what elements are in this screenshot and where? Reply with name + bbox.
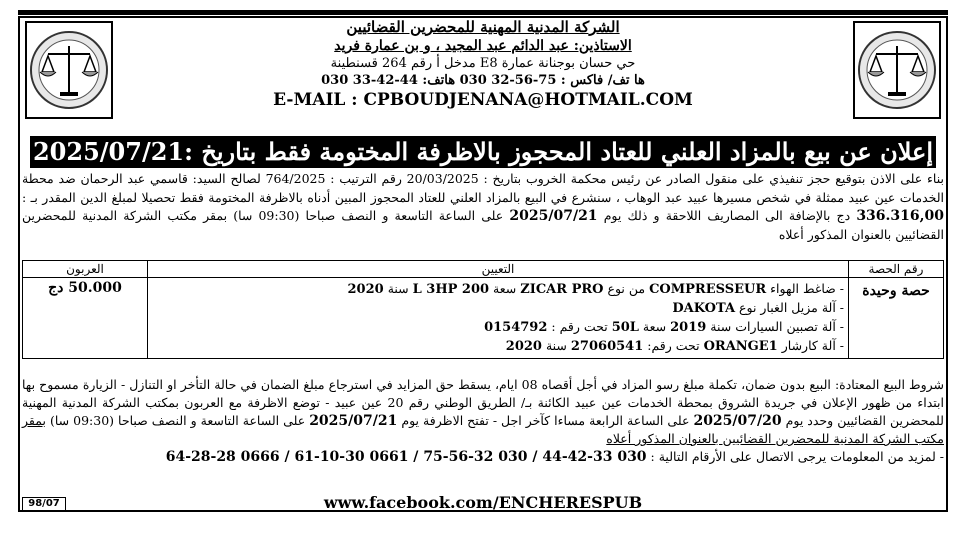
scales-of-justice-emblem-icon: [24, 20, 114, 120]
bailiff-names: الاستاذين: عبد الدائم عبد المجيد ، و بن عمارة فريد: [334, 38, 632, 54]
list-item: - آلة تصبين السيارات سنة 2019 سعة 50L تحت رقم : 0154792: [484, 319, 844, 335]
top-rule: [18, 10, 948, 15]
letterhead: [130, 18, 836, 111]
notice-reference: 98/07: [22, 497, 66, 511]
company-name: الشركة المدنية المهنية للمحضرين القضائيين: [346, 18, 620, 36]
auction-title-banner: إعلان عن بيع بالمزاد العلني للعتاد المحجوز بالاظرفة المختومة فقط بتاريخ :2025/07/21: [30, 136, 936, 168]
header-deposit: العربون: [23, 261, 148, 278]
designation-cell: [148, 278, 849, 359]
office-phones: ها تف/ فاكس : 75-56-32 030 هاتف: 44-42-33 030: [321, 73, 645, 88]
auction-date: 2025/07/21: [509, 208, 598, 224]
intro-text-2: دج بالإضافة الى المصاريف اللاحقة و ذلك يوم: [603, 208, 851, 223]
list-item: - آلة كارشار ORANGE1 تحت رقم: 27060541 سنة 2020: [505, 338, 844, 354]
lot-cell: حصة وحيدة: [849, 278, 944, 359]
debt-amount: 336.316,00: [856, 208, 944, 224]
sale-conditions: شروط البيع المعتادة: البيع بدون ضمان، تكملة مبلغ رسو المزاد في أجل أقصاه 08 ايام، يسقط حق المزايد في استرجاع مبلغ الضمان في حالة التأخر او التنازل - الزيارة مسموح بها ابتداء من ظهور الإعلان في جريدة الشروق بمحطة الخدمات عين عبيد الكائنة بـ/ الطريق الوطني رقم 20 عين عبيد - توضع الاظرفة مع العربون بمكتب الشركة المدنية المهنية للمحضرين القضائيين وحدد يوم 2025/07/20 على الساعة الرابعة مساءا كآخر اجل - تفتح الاظرفة يوم 2025/07/21 على الساعة التاسعة و النصف صباحا (09:30 سا) بمقر مكتب الشركة المدنية للمحضرين القضائيين بالعنوان المذكور أعلاه - لمزيد من المعلومات يرجى الاتصال على الأرقام التالية : 030 33-42-44 / 030 32-56-75 / 0661 30-10-61 / 0666 28-28-64: [22, 377, 945, 465]
lots-table: [22, 260, 944, 359]
office-address: حي حسان بوجنانة عمارة E8 مدخل أ رقم 264 قسنطينة: [330, 56, 636, 71]
facebook-link[interactable]: www.facebook.com/ENCHERESPUB: [323, 493, 643, 512]
intro-text-3: على الساعة التاسعة و النصف صباحا (09:30 سا) بمقر مكتب الشركة المدنية للمحضرين القضائيين بالعنوان المذكور أعلاه: [22, 208, 944, 242]
opening-date: 2025/07/21: [309, 413, 398, 429]
intro-paragraph: [22, 170, 944, 244]
header-designation: التعيين: [148, 261, 849, 278]
office-email: E-MAIL : CPBOUDJENANA@HOTMAIL.COM: [273, 90, 693, 110]
intro-text-1: بناء على الاذن بتوقيع حجز تنفيذي على منقول الصادر عن رئيس محكمة الخروب بتاريخ : 20/03/2025 رقم الترتيب : 764/2025 لصالح السيد: قاسمي عبد الرحمان ضد محطة الخدمات عين عبيد ممثلة في شخص مسيرها عبيد عبد الوهاب ، سنشرع في البيع بالمزاد العلني للعتاد المحجوز المبين أدناه بالاظرفة المختومة فقط تحصيلا لمبلغ الدين المقدر بـ :: [22, 171, 944, 205]
scales-of-justice-emblem-icon: [852, 20, 942, 120]
deposit-cell: 50.000 دج: [23, 278, 148, 359]
deadline-date: 2025/07/20: [693, 413, 782, 429]
contact-phones: 030 33-42-44 / 030 32-56-75 / 0661 30-10-61 / 0666 28-28-64: [165, 449, 647, 465]
list-item: - ضاغط الهواء COMPRESSEUR من نوع ZICAR PRO سعة L 3HP 200 سنة 2020: [347, 281, 844, 297]
header-lot: رقم الحصة: [849, 261, 944, 278]
table-row: [23, 278, 944, 359]
list-item: - آلة مزيل الغبار نوع DAKOTA: [672, 300, 844, 316]
table-header-row: [23, 261, 944, 278]
